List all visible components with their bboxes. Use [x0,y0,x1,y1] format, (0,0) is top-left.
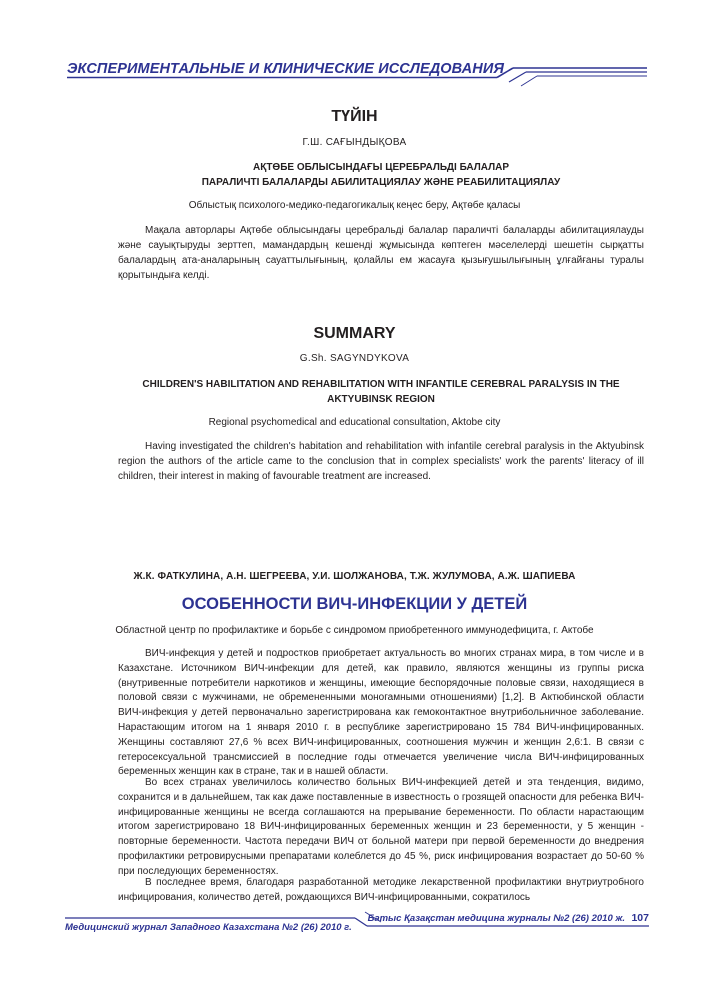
kazakh-abstract-text: Мақала авторлары Ақтөбе облысындағы церебральді балалар параличті балаларды абилитациялауды және сауықтыруды зерттеп, мамандардың кешенді жұмысында көптеген мәселелерді шешетін сырқатты балалардың ата-аналарының сауаттылығының, қолайлы ем жасауға қызығушылығының ұлғайғаны туралы қорытындыға келді. [118,225,644,281]
article-authors: Ж.К. ФАТКУЛИНА, А.Н. ШЕГРЕЕВА, У.И. ШОЛЖАНОВА, Т.Ж. ЖУЛУМОВА, А.Ж. ШАПИЕВА [133,571,576,582]
article-paragraph-3: В последнее время, благодаря разработанной методике лекарственной профилактики внутриутробного инфицирования, количество детей, рождающихся ВИЧ-инфицированными, сократилось [118,877,644,903]
summary-title-line2: AKTYUBINSK REGION [327,394,435,405]
article-paragraph-1: ВИЧ-инфекция у детей и подростков приобретает актуальность во многих странах мира, в том числе и в Казахстане. Источником ВИЧ-инфекции для детей, как правило, являются женщины из группы риска (внутривенные потребители наркотиков и женщины, имеющие беспорядочные половые связи, находящиеся в половой связи с мужчинами, не обремененными моногамными отношениями) [1,2]. В Актюбинской области ВИЧ-инфекция у детей первоначально зарегистрирована как гемоконтактное внутрибольничное заболевание. Нарастающим итогом на 1 января 2010 г. в республике зарегистрировано 15 784 ВИЧ-инфицированных. Женщины составляют 27,6 % всех ВИЧ-инфицированных, соотношения мужчин и женщин 2,6:1. В связи с гетеросексуальной трансмиссией в последние годы отмечается увеличение числа ВИЧ-инфицированных беременных женщин как в стране, так и в нашей области. [118,648,644,778]
page-number: 107 [631,912,649,924]
running-footer [65,908,649,938]
footer-journal-kz: Батыс Қазақстан медицина журналы №2 (26) 2010 ж. [367,913,625,924]
summary-abstract-text: Having investigated the children's habitation and rehabilitation with infantile cerebral paralysis in the Aktyubinsk region the authors of the article came to the conclusion that in complex specialists' work the parents' literacy of ill children, their interest in making of favourable treatment are increased. [118,441,644,482]
footer-journal-ru: Медицинский журнал Западного Казахстана №2 (26) 2010 г. [65,922,352,933]
kazakh-affiliation: Облыстық психолого-медико-педагогикалық кеңес беру, Ақтөбе қаласы [188,200,521,211]
running-header [67,60,647,90]
kazakh-author: Г.Ш. САҒЫНДЫҚОВА [302,137,407,148]
kazakh-title-line1: АҚТӨБЕ ОБЛЫСЫНДАҒЫ ЦЕРЕБРАЛЬДІ БАЛАЛАР [253,162,509,173]
summary-title-line1: CHILDREN'S HABILITATION AND REHABILITATION WITH INFANTILE CEREBRAL PARALYSIS IN THE [142,379,620,390]
summary-heading: SUMMARY [313,325,396,342]
article-paragraph-2: Во всех странах увеличилось количество больных ВИЧ-инфекцией детей и эта тенденция, видимо, сохранится и в дальнейшем, так как даже поставленные в известность о грозящей опасности для ребенка ВИЧ-инфицированные женщины не всегда соглашаются на прерывание беременности. По области нарастающим итогом зарегистрировано 18 ВИЧ-инфицированных беременных женщин и 23 беременности, у 5 женщин - повторные беременности. Частота передачи ВИЧ от больной матери при первой беременности до внедрения профилактики ретровирусными препаратами колеблется до 45 %, риск инфицирования возрастает до 50-60 % при последующих беременностях. [118,777,644,877]
summary-affiliation: Regional psychomedical and educational consultation, Aktobe city [208,417,501,428]
kazakh-summary-heading: ТҮЙІН [331,108,378,125]
article-title: ОСОБЕННОСТИ ВИЧ-ИНФЕКЦИИ У ДЕТЕЙ [181,595,528,613]
kazakh-title-line2: ПАРАЛИЧТІ БАЛАЛАРДЫ АБИЛИТАЦИЯЛАУ ЖӘНЕ РЕАБИЛИТАЦИЯЛАУ [201,177,561,188]
summary-author: G.Sh. SAGYNDYKOVA [299,353,410,364]
article-affiliation: Областной центр по профилактике и борьбе с синдромом приобретенного иммунодефицита, г. Актобе [115,625,594,636]
summary-article-title [118,377,644,407]
kazakh-article-title [118,160,644,190]
section-title: ЭКСПЕРИМЕНТАЛЬНЫЕ И КЛИНИЧЕСКИЕ ИССЛЕДОВАНИЯ [67,61,505,77]
